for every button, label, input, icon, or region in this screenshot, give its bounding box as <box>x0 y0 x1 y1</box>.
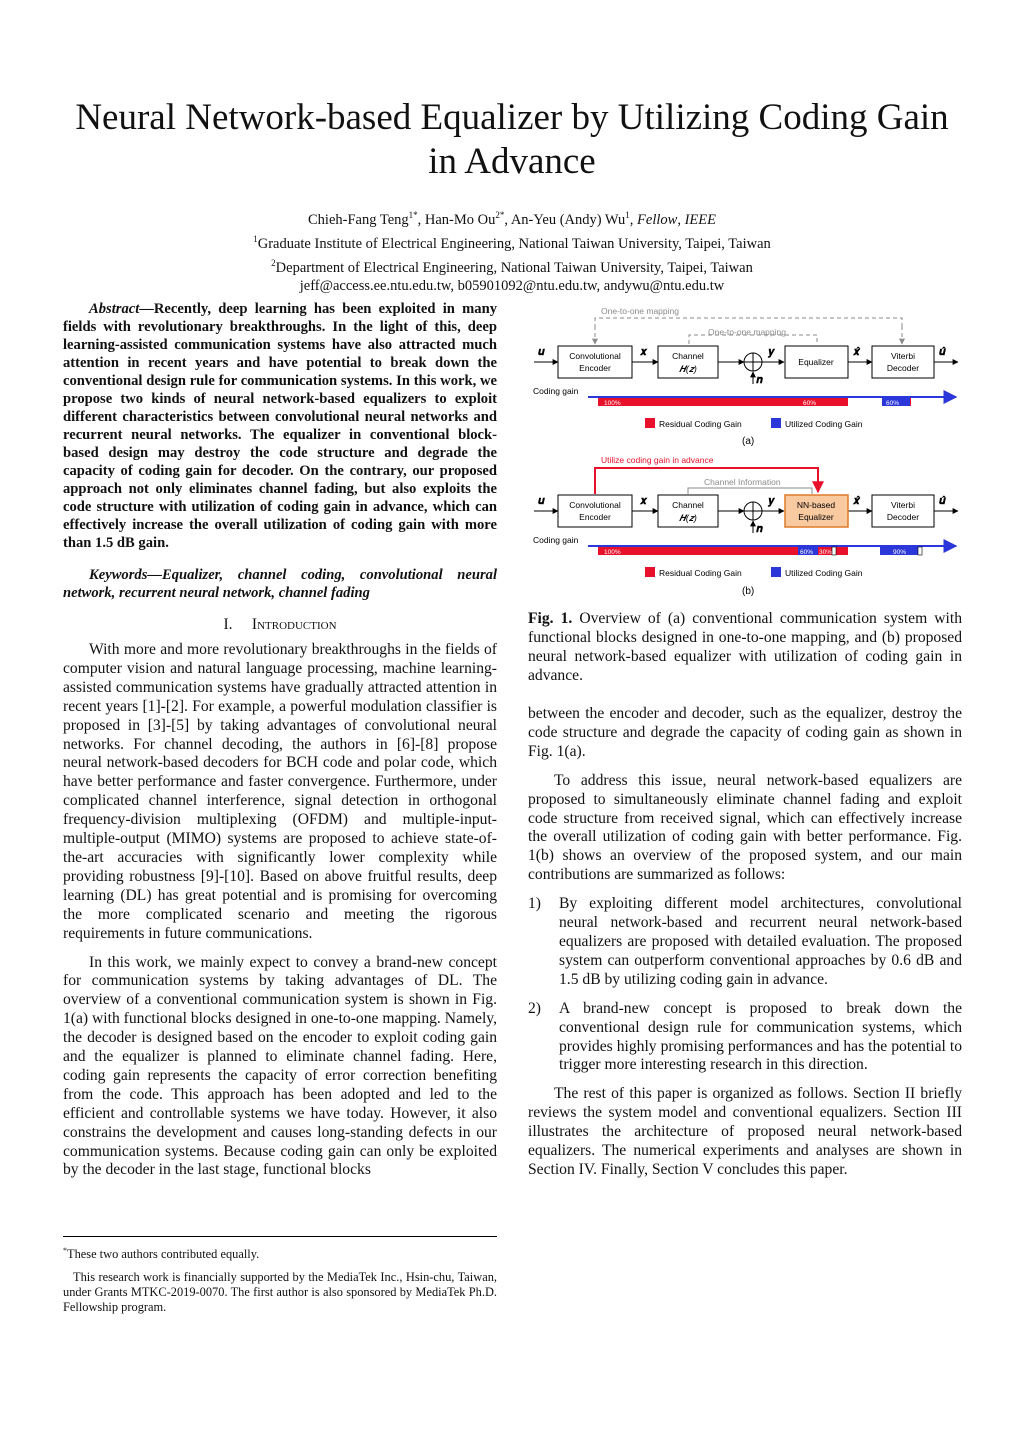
symbol-xhat-b: 𝒙̂ <box>853 495 861 507</box>
symbol-n-b: 𝒏 <box>756 523 763 535</box>
right-paragraph-2: To address this issue, neural network-based equalizers are proposed to simultaneously eliminate channel fading and exploit code structure from received signal, which can effectively increase the overall utilization of coding gain with better performance. Fig. 1(b) shows an overview of the proposed system, and our main contributions are summarized as follows: <box>528 771 962 884</box>
introduction-body <box>63 641 497 1180</box>
advance-label: Utilize coding gain in advance <box>601 455 714 465</box>
legend-blue-swatch-b <box>771 567 781 577</box>
mapping-inner-label: One-to-one mapping <box>708 327 786 337</box>
symbol-uhat-b: 𝒖̂ <box>939 495 946 507</box>
symbol-u-b: 𝒖 <box>538 495 545 507</box>
legend-red-swatch <box>645 418 655 428</box>
gain-bar-3-label-b: 90% <box>893 549 907 556</box>
right-paragraph-1: between the encoder and decoder, such as the equalizer, destroy the code structure and degrade the capacity of coding gain as shown in Fig. 1(a). <box>528 705 962 760</box>
author-1-sup: 1* <box>408 210 418 220</box>
section-heading-introduction <box>63 616 497 634</box>
author-2-sup: 2* <box>495 210 505 220</box>
legend-blue-swatch <box>771 418 781 428</box>
encoder-label-1-b: Convolutional <box>569 500 621 510</box>
figure-caption <box>528 610 962 686</box>
gain-bar-2b-label-b: 30% <box>819 549 833 556</box>
gain-bar-3-rest <box>910 398 911 406</box>
figure-1 <box>528 300 964 600</box>
figure-caption-text: Overview of (a) conventional communication system with functional blocks designed in one-to-one mapping, and (b) proposed neural network-based equalizer with utilization of coding gain in advance. <box>528 610 962 684</box>
affiliation-1-sup: 1 <box>253 233 258 244</box>
coding-gain-label: Coding gain <box>533 386 579 396</box>
symbol-n: 𝒏 <box>756 374 763 386</box>
encoder-label-2: Encoder <box>579 363 611 373</box>
encoder-label-1: Convolutional <box>569 351 621 361</box>
decoder-label-2: Decoder <box>886 363 920 373</box>
author-title-fellow: Fellow <box>637 211 678 228</box>
intro-paragraph-2: In this work, we mainly expect to convey a brand-new concept for communication systems by taking advantages of DL. The overview of a conventional communication system is shown in Fig. 1(a) with functional blocks designed in one-to-one mapping. Namely, the decoder is designed based on the encoder to exploit coding gain and the equalizer is planned to eliminate channel fading. Here, coding gain represents the capacity of error correction benefiting from the code. This approach has been adopted and led to the efficient and controllable systems we have today. However, it also constrains the development and causes long-standing defects in our communication systems. Because coding gain can only be exploited by the decoder in the last stage, functional blocks <box>63 953 497 1179</box>
keywords-label: Keywords <box>89 567 148 583</box>
right-column-body <box>528 705 962 1180</box>
affiliation-2 <box>0 254 1024 278</box>
channel-info-label: Channel Information <box>704 477 781 487</box>
symbol-uhat: 𝒖̂ <box>939 346 946 358</box>
affiliation-1-text: Graduate Institute of Electrical Engineering, National Taiwan University, Taipei, Taiwan <box>257 235 771 252</box>
symbol-x: 𝒙 <box>640 346 648 358</box>
keywords-text: —Equalizer, channel coding, convolutional neural network, recurrent neural network, channel fading <box>63 567 497 601</box>
gain-bar-1-label: 100% <box>604 400 621 407</box>
contribution-1-number: 1) <box>528 895 541 913</box>
gain-bar-3-rest-b <box>918 547 922 555</box>
footnote-1 <box>63 1243 497 1262</box>
intro-paragraph-1: With more and more revolutionary breakthroughs in the fields of computer vision and natural language processing, machine learning-assisted communication systems have gradually attracted attention in recent years [1]-[2]. For example, a powerful modulation classifier is proposed in [3]-[5] by taking advantages of convolutional neural networks. For channel decoding, the authors in [6]-[8] propose neural network-based decoders for BCH code and polar code, which have better performance and faster convergence. Furthermore, under complicated channel interference, signal detection in orthogonal frequency-division multiplexing (OFDM) and multiple-input-multiple-output (MIMO) systems are proposed to achieve state-of-the-art accuracies with significantly lower complexity while providing robustness [9]-[10]. Based on above fruitful results, deep learning (DL) has great potential and is promising for overcoming the more complicated scenario and meeting the rigorous requirements in future communications. <box>63 641 497 942</box>
decoder-label-1: Viterbi <box>891 351 915 361</box>
author-names: Chieh-Fang Teng$^{1*}$, Han-Mo $Ou^{2*}$, An-Yeu (Andy) Wu$^1$, Fellow, IEEE <box>308 210 716 228</box>
symbol-y-b: 𝒚 <box>768 495 775 507</box>
paper-title <box>40 96 984 184</box>
encoder-label-2-b: Encoder <box>579 512 611 522</box>
figure-1a <box>533 306 958 447</box>
gain-bar-1-label-b: 100% <box>604 549 621 556</box>
gain-bar-2-label: 60% <box>803 400 817 407</box>
contribution-1-text: By exploiting different model architectures, convolutional neural network-based and recurrent neural network-based equalizers are proposed with detailed evaluation. The proposed system can outperform conventional approaches by 0.6 dB and 1.5 dB by utilizing coding gain in advance. <box>559 895 962 988</box>
affiliation-2-text: Department of Electrical Engineering, National Taiwan University, Taipei, Taiwan <box>275 259 753 276</box>
legend-red-label-b: Residual Coding Gain <box>659 568 742 578</box>
title-line-1: Neural Network-based Equalizer by Utilizing Coding Gain <box>75 97 949 138</box>
section-number: I. <box>223 616 233 633</box>
channel-label-1: Channel <box>672 351 704 361</box>
footnote-divider <box>63 1236 497 1237</box>
decoder-label-2-b: Decoder <box>886 512 920 522</box>
nn-equalizer-label-2: Equalizer <box>798 512 834 522</box>
title-line-2: in Advance <box>428 141 596 182</box>
author-block <box>0 206 1024 296</box>
keywords <box>63 566 497 602</box>
contributions-list <box>528 895 962 1075</box>
figure-caption-label: Fig. 1. <box>528 610 573 627</box>
footnote-1-mark: * <box>63 1246 67 1255</box>
author-title-ieee: IEEE <box>684 211 716 228</box>
right-paragraph-3: The rest of this paper is organized as follows. Section II briefly reviews the system model and conventional equalizers. Section III illustrates the architecture of proposed neural network-based equalizers. The numerical experiments and analyses are shown in Section IV. Finally, Section V concludes this paper. <box>528 1085 962 1178</box>
symbol-y: 𝒚 <box>768 346 775 358</box>
gain-bar-2c-b <box>832 547 836 555</box>
author-3-sup: 1 <box>625 210 630 220</box>
author-emails: jeff@access.ee.ntu.edu.tw, b05901092@ntu.edu.tw, andywu@ntu.edu.tw <box>299 278 725 295</box>
decoder-label-1-b: Viterbi <box>891 500 915 510</box>
nn-equalizer-label-1: NN-based <box>796 500 836 510</box>
author-3: An-Yeu (Andy) Wu <box>510 211 626 228</box>
channel-label-1-b: Channel <box>672 500 704 510</box>
contribution-item-1 <box>528 895 962 990</box>
contribution-item-2 <box>528 1000 962 1076</box>
symbol-u: 𝒖 <box>538 346 545 358</box>
symbol-xhat: 𝒙̂ <box>853 346 861 358</box>
legend-blue-label: Utilized Coding Gain <box>785 419 863 429</box>
channel-label-2-b: 𝑯(𝒛) <box>679 513 697 523</box>
legend-red-swatch-b <box>645 567 655 577</box>
contribution-2-number: 2) <box>528 999 541 1017</box>
author-2: Han-Mo Ou <box>424 211 496 228</box>
mapping-outer-label: One-to-one mapping <box>601 306 679 316</box>
figure-1a-label: (a) <box>742 436 755 447</box>
contribution-2-text: A brand-new concept is proposed to break down the conventional design rule for communication systems, which provides highly promising performances and has the potential to trigger more interesting research in this direction. <box>559 999 962 1074</box>
abstract-label: Abstract <box>89 301 140 317</box>
figure-1b <box>533 455 958 597</box>
footnote-1-text: These two authors contributed equally. <box>67 1247 260 1262</box>
figure-1b-label: (b) <box>742 586 755 597</box>
author-1: Chieh-Fang Teng <box>308 211 409 228</box>
symbol-x-b: 𝒙 <box>640 495 648 507</box>
coding-gain-label-b: Coding gain <box>533 535 579 545</box>
gain-bar-2a-label-b: 60% <box>800 549 814 556</box>
gain-bar-3-label: 60% <box>886 400 900 407</box>
channel-info-line <box>688 488 812 494</box>
channel-label-2: 𝑯(𝒛) <box>679 364 697 374</box>
affiliation-1 <box>0 230 1024 254</box>
legend-red-label: Residual Coding Gain <box>659 419 742 429</box>
section-title: Introduction <box>251 616 337 633</box>
legend-blue-label-b: Utilized Coding Gain <box>785 568 863 578</box>
abstract-text: —Recently, deep learning has been exploited in many fields with revolutionary breakthroughs. In the light of this, deep learning-assisted communication systems have also attracted much attention in recent years and have potential to break down the conventional design rule for communication systems. In this work, we propose two kinds of neural network-based equalizers to exploit different characteristics between convolutional neural networks and recurrent neural networks. The equalizer in conventional block-based design may destroy the code structure and degrade the capacity of coding gain for decoder. On the contrary, our proposed approach not only eliminates channel fading, but also exploits the code structure with utilization of coding gain in advance, which can effectively increase the overall utilization of coding gain with more than 1.5 dB gain. <box>63 301 497 551</box>
footnote-2: This research work is financially supported by the MediaTek Inc., Hsin-chu, Taiwan, under Grants MTKC-2019-0070. The first author is also sponsored by MediaTek Ph.D. Fellowship program. <box>63 1270 497 1314</box>
affiliation-2-sup: 2 <box>271 257 276 268</box>
abstract <box>63 300 497 552</box>
equalizer-label: Equalizer <box>798 357 834 367</box>
